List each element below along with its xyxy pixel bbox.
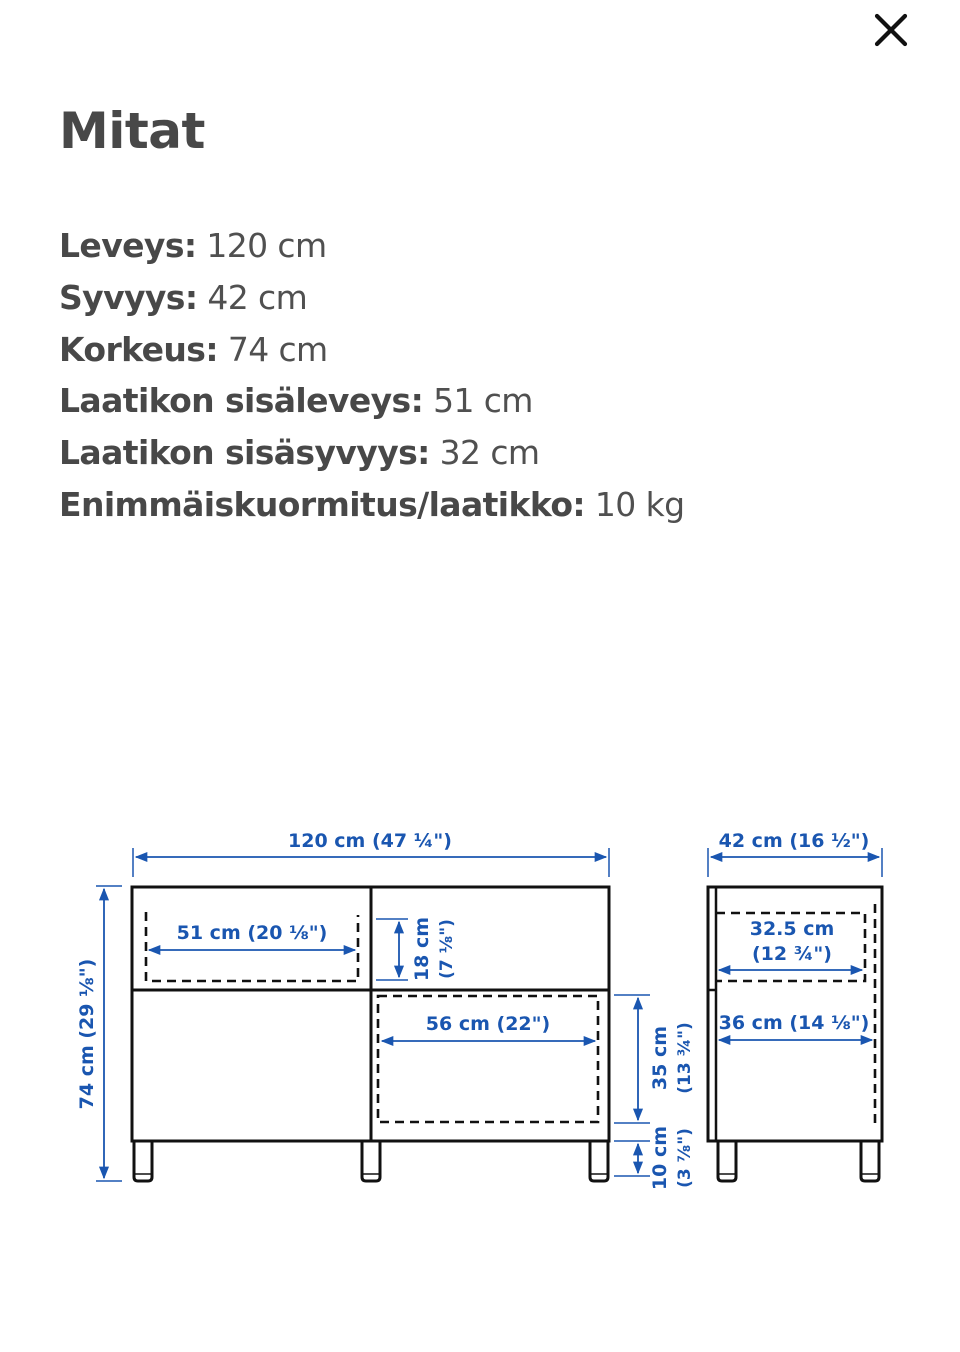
close-icon bbox=[873, 12, 909, 48]
leg-height-cm-label: 10 cm bbox=[649, 1125, 671, 1191]
bottom-drawer-height-in-label: (13 ¾") bbox=[675, 1022, 695, 1094]
spec-row-drawer-inner-depth bbox=[59, 427, 684, 479]
top-drawer-height-in-label: (7 ⅛") bbox=[437, 919, 457, 979]
spec-value: 120 cm bbox=[206, 226, 327, 265]
spec-row-depth bbox=[59, 272, 684, 324]
spec-row-drawer-inner-width bbox=[59, 375, 684, 427]
spec-label: Leveys: bbox=[59, 226, 197, 265]
spec-label: Enimmäiskuormitus/laatikko: bbox=[59, 484, 585, 524]
leg-height-in-label: (3 ⅞") bbox=[675, 1128, 695, 1188]
spec-value: 32 cm bbox=[439, 433, 540, 473]
spec-row-max-load bbox=[59, 479, 684, 531]
dimension-diagram bbox=[0, 800, 960, 1220]
spec-value: 10 kg bbox=[594, 484, 685, 524]
spec-label: Laatikon sisäleveys: bbox=[59, 381, 424, 421]
bottom-drawer-height-cm-label: 35 cm bbox=[649, 1025, 671, 1091]
spec-row-height bbox=[59, 324, 684, 376]
total-width-label: 120 cm (47 ¼") bbox=[288, 830, 452, 852]
dimension-drawing bbox=[0, 800, 960, 1220]
bottom-drawer-width-label: 56 cm (22") bbox=[425, 1013, 551, 1035]
drawer-depth-label-line2: (12 ¾") bbox=[752, 943, 832, 965]
spec-row-width bbox=[59, 220, 684, 272]
side-view bbox=[708, 830, 882, 1181]
page-title: Mitat bbox=[59, 102, 205, 160]
spec-label: Korkeus: bbox=[59, 329, 218, 369]
legs bbox=[134, 1141, 608, 1181]
spec-value: 74 cm bbox=[227, 329, 328, 369]
spec-value: 42 cm bbox=[207, 277, 308, 317]
top-drawer-height-cm-label: 18 cm bbox=[411, 916, 433, 982]
spec-label: Syvyys: bbox=[59, 277, 198, 317]
front-view bbox=[76, 830, 695, 1190]
dimension-spec-list bbox=[59, 220, 684, 531]
total-depth-label: 42 cm (16 ½") bbox=[718, 830, 870, 852]
spec-value: 51 cm bbox=[433, 381, 533, 421]
total-height-label: 74 cm (29 ⅛") bbox=[76, 958, 98, 1110]
close-button[interactable] bbox=[864, 8, 918, 52]
top-drawer-width-label: 51 cm (20 ⅛") bbox=[176, 922, 328, 944]
inner-depth-label: 36 cm (14 ⅛") bbox=[718, 1012, 870, 1034]
spec-label: Laatikon sisäsyvyys: bbox=[59, 433, 430, 473]
drawer-depth-label-line1: 32.5 cm bbox=[749, 918, 835, 940]
